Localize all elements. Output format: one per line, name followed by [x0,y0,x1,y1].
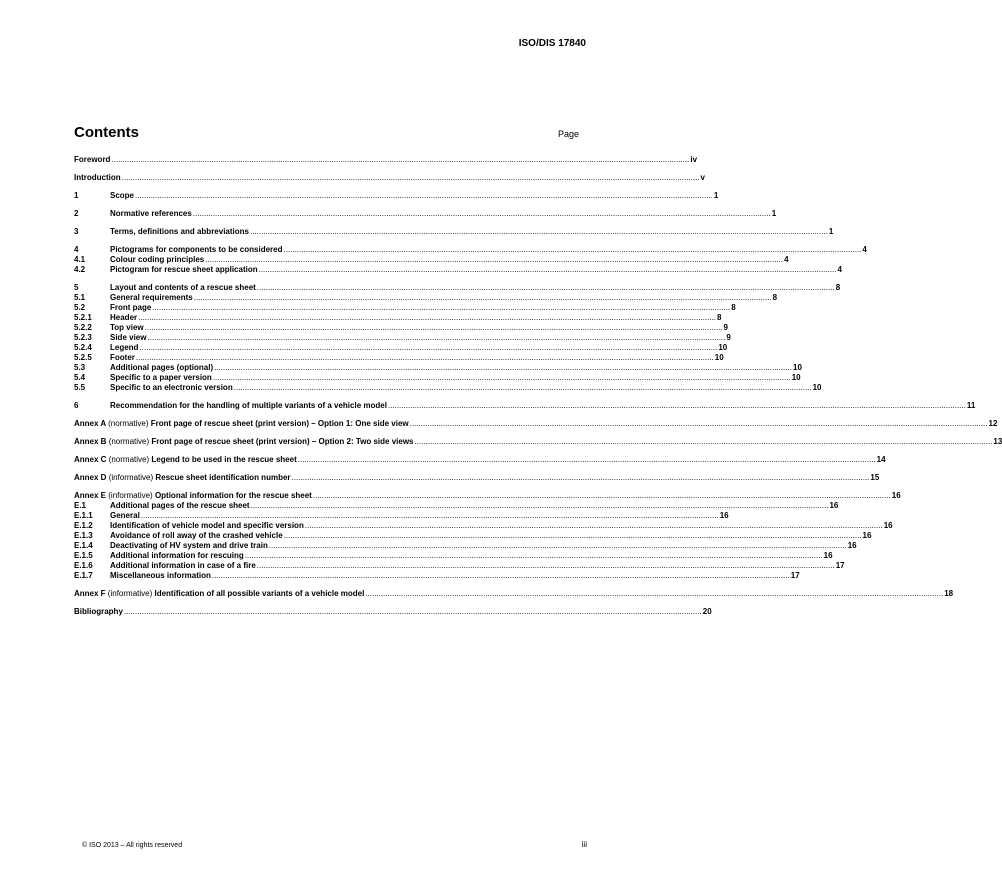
toc-entry-number: 4.1 [74,255,86,264]
toc-page-number: 14 [876,455,886,464]
toc-entry-title: Introduction [74,173,121,182]
toc-leader-dots [410,419,988,429]
toc-leader-dots [284,531,862,541]
toc-leader-dots [135,191,713,201]
toc-entry-title: Deactivating of HV system and drive train [110,541,268,550]
toc-entry-title [74,473,291,483]
toc-entry-title: Specific to an electronic version [110,383,233,392]
toc-entry-title [74,491,312,501]
toc-entry-number: 5.3 [74,363,86,372]
toc-annex-label: Annex B [74,437,107,446]
toc-leader-dots [313,491,891,501]
toc-annex-label: Annex F [74,589,106,598]
toc-entry-title [74,589,364,599]
toc-page-number: 10 [791,373,801,382]
toc-entry-title: Terms, definitions and abbreviations [110,227,249,236]
toc-page-number: 15 [870,473,880,482]
toc-entry-title: Additional pages (optional) [110,363,214,372]
toc-page-number: 1 [771,209,777,218]
toc-leader-dots [145,323,723,333]
toc-leader-dots [212,571,790,581]
toc-entry[interactable] [74,511,729,521]
toc-entry-title: Additional information in case of a fire [110,561,256,570]
toc-entry-title: Pictogram for rescue sheet application [110,265,258,274]
toc-entry[interactable] [74,313,722,323]
toc-entry[interactable] [74,191,719,201]
toc-leader-dots [245,551,823,561]
toc-entry-number: 5.2.4 [74,343,92,352]
toc-annex-kind: (informative) [108,473,154,482]
toc-annex-title: Rescue sheet identification number [155,473,291,482]
toc-annex-kind: (informative) [108,491,153,500]
toc-entry-title: Front page [110,303,152,312]
toc-entry-title: Avoidance of roll away of the crashed vehicle [110,531,283,540]
toc-entry-number: E.1.2 [74,521,93,530]
toc-page-number: 16 [891,491,901,500]
page-column-label: Page [557,129,579,139]
toc-entry[interactable] [74,491,901,501]
toc-leader-dots [214,363,792,373]
toc-entry[interactable] [74,607,712,617]
toc-leader-dots [147,333,725,343]
toc-leader-dots [152,303,730,313]
toc-leader-dots [234,383,812,393]
toc-entry-title: Side view [110,333,147,342]
toc-leader-dots [193,209,771,219]
footer-copyright: © ISO 2013 – All rights reserved [82,842,183,849]
toc-entry-title: Colour coding principles [110,255,205,264]
toc-annex-title: Optional information for the rescue sheet [154,491,312,500]
toc-page-number: 13 [993,437,1002,446]
toc-annex-label: Annex E [74,491,107,500]
toc-entry-title: Top view [110,323,144,332]
toc-page-number: 9 [723,323,728,332]
toc-entry[interactable] [74,437,1002,447]
toc-entry[interactable] [74,333,731,343]
toc-entry-number: 2 [74,209,79,218]
document-id: ISO/DIS 17840 [518,38,586,49]
toc-entry-number: 6 [74,401,79,410]
toc-entry[interactable] [74,561,845,571]
toc-entry-number: 1 [74,191,79,200]
toc-entry[interactable] [74,373,801,383]
toc-entry[interactable] [74,155,698,165]
toc-page-number: 8 [717,313,722,322]
toc-entry-number: 4 [74,245,79,254]
toc-entry[interactable] [74,209,777,219]
toc-entry[interactable] [74,383,822,393]
toc-entry[interactable] [74,353,724,363]
toc-leader-dots [124,607,702,617]
toc-entry-title: Scope [110,191,135,200]
toc-page-number: 4 [862,245,867,254]
toc-entry-title [74,455,297,465]
toc-annex-title: Legend to be used in the rescue sheet [151,455,297,464]
toc-leader-dots [138,313,716,323]
toc-leader-dots [292,473,870,483]
toc-leader-dots [194,293,772,303]
toc-annex-title: Identification of all possible variants of a vehicle model [154,589,365,598]
toc-page-number: 1 [828,227,834,236]
toc-page-number: 17 [790,571,800,580]
toc-page-number: 16 [829,501,839,510]
toc-entry-number: 5.2.5 [74,353,92,362]
toc-entry-title: Recommendation for the handling of multiple variants of a vehicle model [110,401,387,410]
toc-entry-title: Foreword [74,155,111,164]
toc-leader-dots [141,511,719,521]
toc-page-number: 8 [835,283,841,292]
toc-entry-title: Pictograms for components to be considered [110,245,283,254]
toc-page-number: 4 [837,265,842,274]
toc-entry[interactable] [74,501,839,511]
toc-annex-kind: (normative) [108,419,149,428]
toc-leader-dots [139,343,717,353]
toc-entry[interactable] [74,589,954,599]
toc-page-number: 10 [793,363,802,372]
toc-page-number: 1 [713,191,719,200]
toc-page-number: 16 [847,541,857,550]
toc-page-number: 4 [784,255,789,264]
toc-entry-number: 3 [74,227,79,236]
toc-entry-title [74,419,409,429]
toc-entry[interactable] [74,473,880,483]
toc-entry[interactable] [74,343,728,353]
toc-entry-number: E.1.1 [74,511,93,520]
toc-leader-dots [269,541,847,551]
toc-leader-dots [415,437,993,447]
toc-page-number: 12 [988,419,998,428]
toc-entry-number: 5.2.2 [74,323,92,332]
toc-leader-dots [298,455,876,465]
toc-entry-number: 5.2 [74,303,86,312]
toc-entry[interactable] [74,363,802,373]
toc-entry[interactable] [74,419,998,429]
table-of-contents [74,155,1002,617]
toc-entry[interactable] [74,255,789,265]
toc-entry[interactable] [74,303,736,313]
toc-leader-dots [305,521,883,531]
toc-annex-label: Annex C [74,455,107,464]
toc-page-number: 16 [719,511,729,520]
toc-leader-dots [388,401,966,411]
toc-entry[interactable] [74,173,705,183]
toc-annex-title: Front page of rescue sheet (print version) – Option 1: One side view [150,419,409,428]
toc-entry[interactable] [74,455,886,465]
toc-annex-kind: (informative) [107,589,153,598]
toc-page-number: 16 [862,531,872,540]
toc-page-number: 20 [702,607,712,616]
toc-entry-title: Legend [110,343,139,352]
footer-page-number: iii [581,840,587,849]
toc-entry[interactable] [74,245,867,255]
toc-page-number: iv [690,155,698,164]
toc-entry-title: Specific to a paper version [110,373,212,382]
toc-entry-number: E.1.6 [74,561,93,570]
toc-entry-title [74,437,414,447]
toc-entry-title: Normative references [110,209,192,218]
toc-leader-dots [251,501,829,511]
toc-page-number: 16 [823,551,833,560]
toc-entry-number: 5.4 [74,373,86,382]
toc-entry-title: General [110,511,140,520]
toc-entry[interactable] [74,521,893,531]
toc-page-number: v [700,173,705,182]
toc-page-number: 10 [714,353,724,362]
toc-entry-title: Additional pages of the rescue sheet [110,501,250,510]
toc-entry[interactable] [74,323,728,333]
toc-leader-dots [136,353,714,363]
toc-annex-label: Annex A [74,419,106,428]
toc-leader-dots [283,245,861,255]
toc-entry[interactable] [74,227,834,237]
toc-page-number: 8 [731,303,736,312]
contents-title: Contents [74,124,139,141]
toc-entry-number: E.1.7 [74,571,93,580]
toc-entry[interactable] [74,531,872,541]
toc-leader-dots [257,283,835,293]
toc-entry[interactable] [74,551,833,561]
toc-annex-kind: (normative) [108,455,150,464]
toc-entry[interactable] [74,293,778,303]
toc-page-number: 16 [883,521,893,530]
toc-entry-number: 5.2.3 [74,333,92,342]
toc-entry-number: 5.5 [74,383,86,392]
toc-entry-number: E.1.4 [74,541,93,550]
toc-page-number: 10 [812,383,822,392]
toc-page-number: 10 [718,343,728,352]
toc-leader-dots [250,227,828,237]
toc-entry-title: Layout and contents of a rescue sheet [110,283,256,292]
toc-entry-number: E.1.5 [74,551,93,560]
toc-leader-dots [111,155,689,165]
toc-entry-title: Header [110,313,138,322]
toc-entry[interactable] [74,541,857,551]
toc-page-number: 8 [772,293,778,302]
toc-entry[interactable] [74,283,841,293]
toc-entry-title: Additional information for rescuing [110,551,244,560]
toc-entry-title: Miscellaneous information [110,571,211,580]
toc-leader-dots [365,589,943,599]
toc-page-number: 9 [726,333,731,342]
toc-entry-number: E.1.3 [74,531,93,540]
toc-entry[interactable] [74,265,842,275]
toc-leader-dots [205,255,783,265]
toc-leader-dots [122,173,700,183]
toc-entry-number: 5.2.1 [74,313,92,322]
toc-entry-title: Bibliography [74,607,123,616]
toc-page-number: 11 [966,401,976,410]
toc-entry-number: 5.1 [74,293,86,302]
toc-annex-label: Annex D [74,473,107,482]
toc-page-number: 17 [835,561,845,570]
toc-annex-title: Front page of rescue sheet (print version) – Option 2: Two side views [151,437,414,446]
toc-entry[interactable] [74,401,976,411]
toc-entry-number: E.1 [74,501,87,510]
toc-leader-dots [257,561,835,571]
toc-entry[interactable] [74,571,800,581]
toc-entry-number: 5 [74,283,79,292]
toc-leader-dots [213,373,791,383]
toc-entry-title: General requirements [110,293,193,302]
toc-entry-number: 4.2 [74,265,86,274]
toc-entry-title: Footer [110,353,135,362]
toc-annex-kind: (normative) [108,437,150,446]
toc-entry-title: Identification of vehicle model and specific version [110,521,304,530]
toc-leader-dots [259,265,837,275]
toc-page-number: 18 [944,589,954,598]
